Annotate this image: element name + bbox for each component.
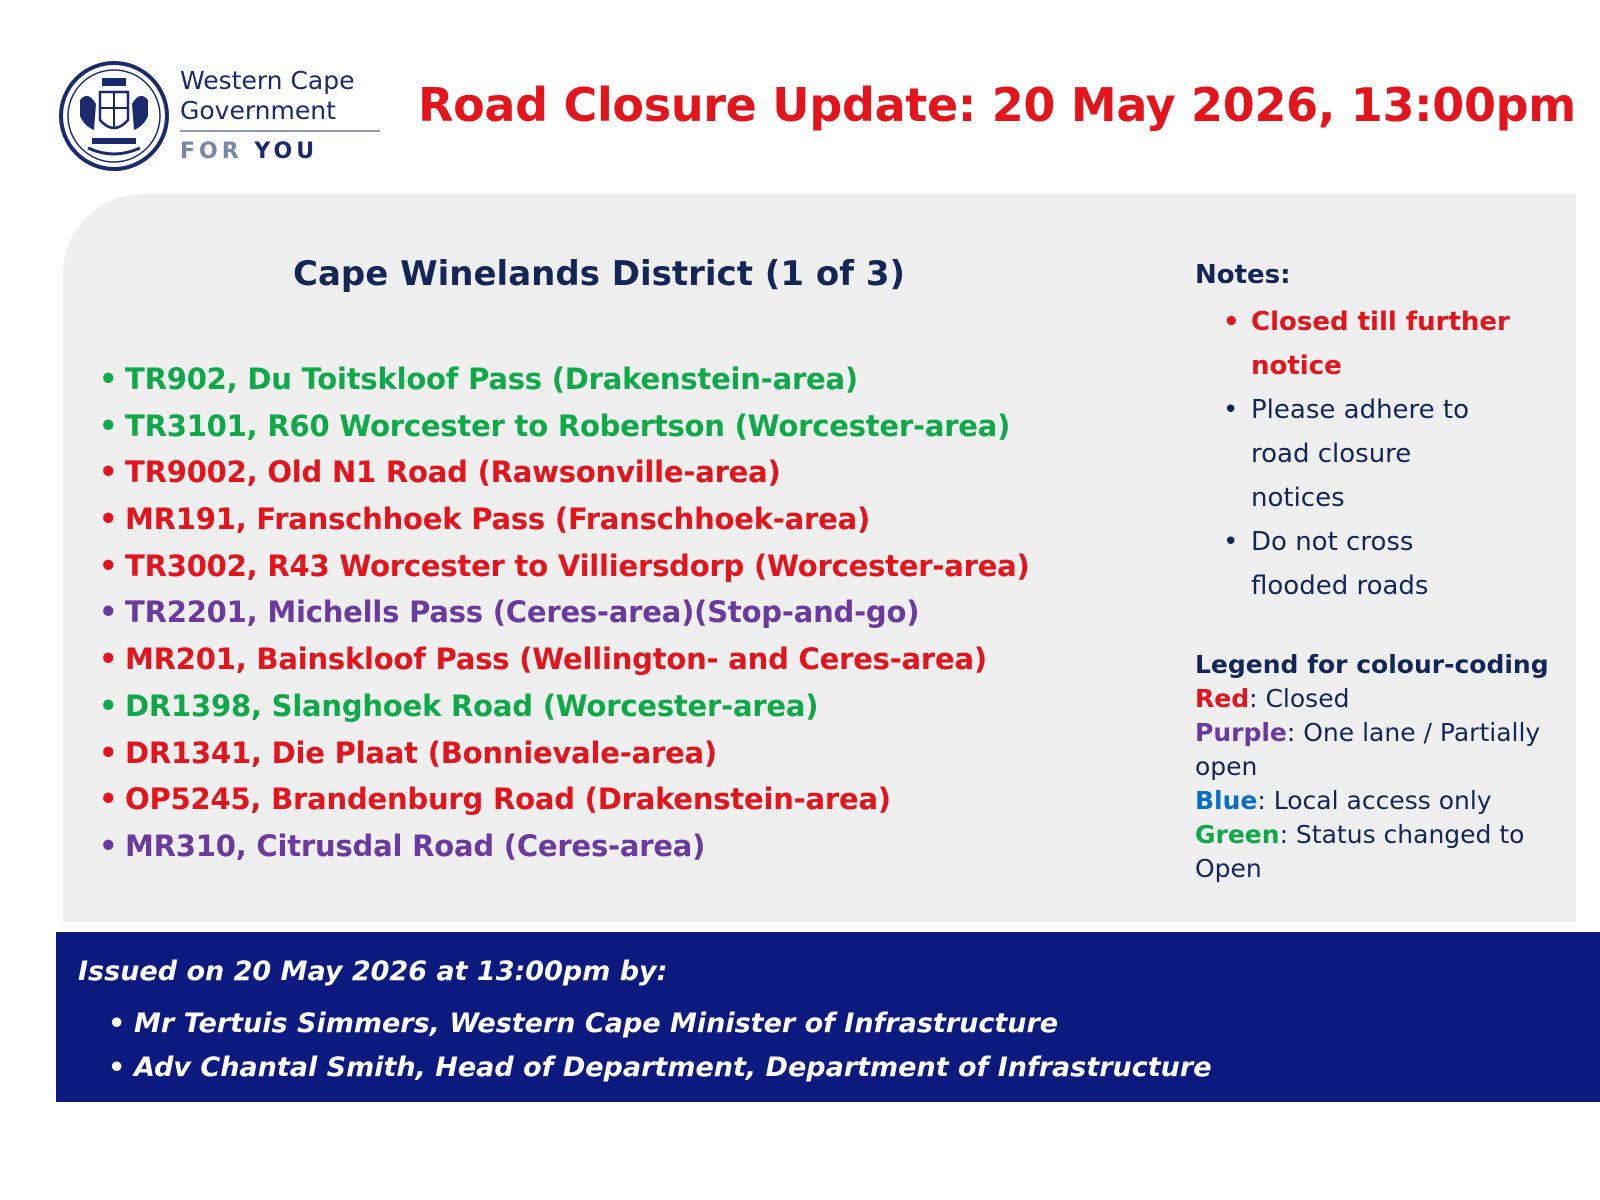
issuer-item: • Mr Tertuis Simmers, Western Cape Minister of Infrastructure xyxy=(108,1002,1212,1046)
legend-desc: open xyxy=(1195,752,1258,781)
road-item: • DR1341, Die Plaat (Bonnievale-area) xyxy=(99,730,1030,777)
org-name-line2: Government xyxy=(180,96,336,125)
note-line: Closed till further xyxy=(1251,307,1510,337)
note-line: Do not cross xyxy=(1251,527,1414,557)
legend-desc: : Closed xyxy=(1249,684,1350,713)
notes-section xyxy=(1195,260,1555,608)
legend-key: Blue xyxy=(1195,786,1258,815)
legend-desc: : One lane / Partially xyxy=(1286,718,1541,747)
road-item: • TR2201, Michells Pass (Ceres-area)(Stop-and-go) xyxy=(99,589,1030,636)
issued-statement: Issued on 20 May 2026 at 13:00pm by: xyxy=(78,956,668,987)
legend-desc: Open xyxy=(1195,854,1262,883)
note-line: flooded roads xyxy=(1251,571,1429,601)
legend-key: Red xyxy=(1195,684,1250,713)
road-item: • TR9002, Old N1 Road (Rawsonville-area) xyxy=(99,449,1030,496)
legend-title: Legend for colour-coding xyxy=(1195,650,1549,679)
coat-of-arms-icon xyxy=(58,60,170,172)
legend-item-red xyxy=(1195,682,1565,716)
legend-key: Purple xyxy=(1195,718,1287,747)
government-logo xyxy=(58,60,388,175)
page-title: Road Closure Update: 20 May 2026, 13:00pm xyxy=(418,78,1576,132)
road-item: • MR191, Franschhoek Pass (Franschhoek-area) xyxy=(99,496,1030,543)
legend-item-green xyxy=(1195,818,1565,886)
road-item: • MR201, Bainskloof Pass (Wellington- and Ceres-area) xyxy=(99,636,1030,683)
road-item: • TR902, Du Toitskloof Pass (Drakenstein-area) xyxy=(99,356,1030,403)
legend-section xyxy=(1195,648,1565,886)
note-item xyxy=(1195,300,1555,388)
note-item xyxy=(1195,388,1555,520)
road-list xyxy=(99,356,1030,870)
notes-list xyxy=(1195,300,1555,608)
issuer-item: • Adv Chantal Smith, Head of Department, Department of Infrastructure xyxy=(108,1046,1212,1090)
tagline-you: YOU xyxy=(254,139,319,164)
note-item xyxy=(1195,520,1555,608)
issued-footer xyxy=(56,932,1600,1102)
org-tagline xyxy=(180,139,380,164)
road-item: • DR1398, Slanghoek Road (Worcester-area) xyxy=(99,683,1030,730)
org-name xyxy=(180,66,380,164)
road-item: • MR310, Citrusdal Road (Ceres-area) xyxy=(99,823,1030,870)
district-title: Cape Winelands District (1 of 3) xyxy=(293,254,906,294)
note-line: notice xyxy=(1251,351,1342,381)
tagline-for: FOR xyxy=(180,139,243,164)
note-line: road closure xyxy=(1251,439,1412,469)
content-panel xyxy=(63,194,1576,922)
road-item: • OP5245, Brandenburg Road (Drakenstein-area) xyxy=(99,776,1030,823)
org-name-line1: Western Cape xyxy=(180,66,355,95)
road-item: • TR3101, R60 Worcester to Robertson (Worcester-area) xyxy=(99,403,1030,450)
legend-key: Green xyxy=(1195,820,1280,849)
road-item: • TR3002, R43 Worcester to Villiersdorp (Worcester-area) xyxy=(99,543,1030,590)
notes-title: Notes: xyxy=(1195,260,1291,290)
legend-item-blue xyxy=(1195,784,1565,818)
legend-item-purple xyxy=(1195,716,1565,784)
note-line: notices xyxy=(1251,483,1345,513)
legend-desc: : Local access only xyxy=(1257,786,1492,815)
note-line: Please adhere to xyxy=(1251,395,1470,425)
issuer-list xyxy=(108,1002,1212,1090)
logo-divider xyxy=(180,130,380,132)
legend-desc: : Status changed to xyxy=(1279,820,1525,849)
